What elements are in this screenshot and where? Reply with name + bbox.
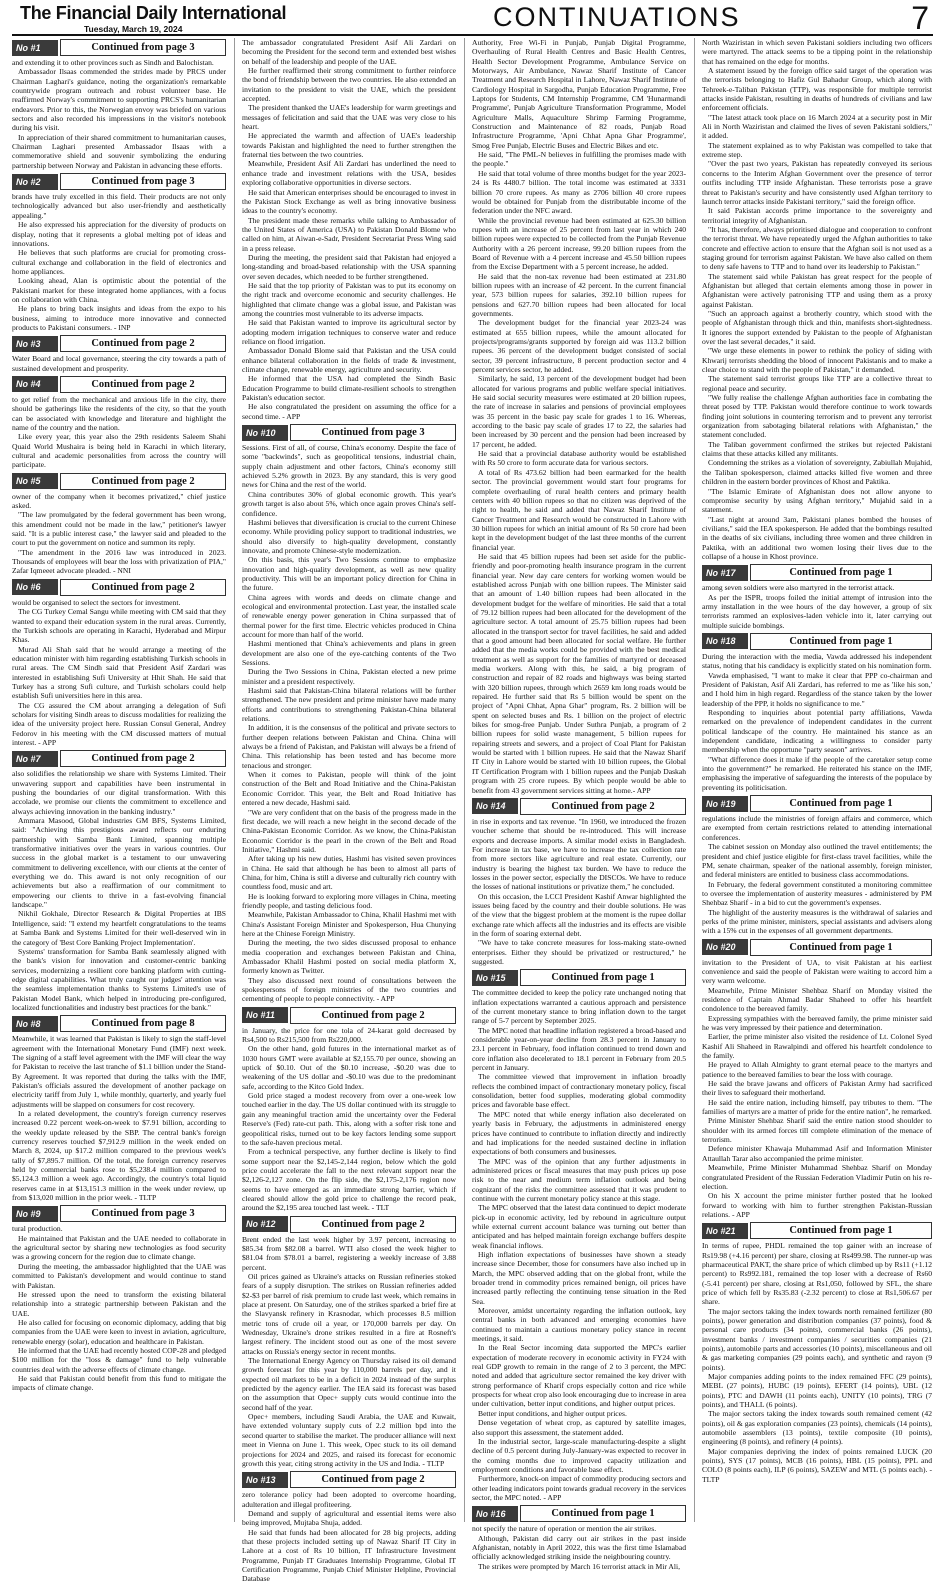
- story-paragraph: Furthermore, knock-on impact of commodity producing sectors and other leading indicators point towards gradual recovery in the services sector, the MPC noted. - APP: [472, 1474, 686, 1502]
- story: [12, 335, 226, 373]
- story-paragraph: He appreciated the warmth and affection of UAE's leadership towards Pakistan and highlighted the need to further strengthen the fraternal ties between the two countries.: [242, 131, 456, 160]
- story-paragraph: On the other hand, gold futures in the international market as of 1030 hours GMT were available at $2,155.70 per ounce, showing an uptick of $0.10. Out of the $0.10 increase, -$0.20 was due to weakening of the US dollar and -$0.10 was due to the predominant safe, according to the Kitco Gold Index.: [242, 1044, 456, 1091]
- continued-from-heading: Continued from page 1: [750, 633, 932, 650]
- story-paragraph: Authority, Free Wi-Fi in Punjab, Punjab Digital Programme, Overhauling of Rural Health Centres and Basic Health Centres, Health Sector Development Programme, Ambulance Service on Motorways, Air Ambulance, Nawaz Sharif Institute of Cancer Treatment and Research Hospital in Lahore, Nawaz Sharif Institute of Cardiology Hospital in Sargodha, Punjab Education Programme, Free Laptops for Students, CM Internship Programme, CM 'Hunarmandi Programme', Punjab Agriculture Transformation Programme, Model Agriculture Malls, Aquaculture Shrimp Farming Programme, Construction and Maintenance of 82 roads, Punjab Road Infrastructure Programme, 'Apni Chhat Apna Ghar Programme', Smog Free Punjab, Electric Buses and Electric Bikes and etc.: [472, 38, 686, 150]
- continued-from-heading: Continued from page 1: [750, 939, 932, 956]
- story-paragraph: The president thanked the UAE's leadership for warm greetings and messages of felicitation and said that the UAE was very close to his heart.: [242, 103, 456, 132]
- story-header: [242, 424, 456, 441]
- story-header: [242, 1216, 456, 1233]
- story: [12, 376, 226, 470]
- page-number: 7: [911, 0, 929, 36]
- column-4: [702, 38, 932, 1524]
- continued-from-heading: Continued from page 3: [290, 424, 456, 441]
- story: [242, 1471, 456, 1583]
- story-number-label: No #19: [702, 796, 748, 812]
- continued-from-heading: Continued from page 2: [290, 1471, 456, 1488]
- story-number-label: No #17: [702, 565, 748, 581]
- story-paragraph: On this basis, this year's Two Sessions continue to emphasize innovation and high-quality development, as well as new quality productivity. This will be an important policy direction for China in the future.: [242, 555, 456, 593]
- continued-from-heading: Continued from page 1: [750, 564, 932, 581]
- story-paragraph: The CG assured the CM about arranging a delegation of Sufi scholars for visiting Sindh areas to discuss modalities for realizing the idea of the university project here. Russian Consul General, Andrey Fedorov in his meeting with the CM discussed matters of mutual interest. - APP: [12, 700, 226, 747]
- story-paragraph: Meanwhile, Prime Minister Muhammad Shehbaz Sharif on Monday congratulated President of the Russian Federation Vladimir Putin on his re-election.: [702, 1163, 932, 1191]
- story-paragraph: Moreover, amidst uncertainty regarding the inflation outlook, key central banks in both advanced and emerging economies have continued to maintain a cautious monetary policy stance in recent meetings, it said.: [472, 1306, 686, 1344]
- issue-date: Tuesday, March 19, 2024: [84, 24, 183, 34]
- continued-from-heading: Continued from page 1: [750, 1222, 932, 1239]
- story-paragraph: not specify the nature of operation or mention the air strikes.: [472, 1524, 657, 1534]
- story-paragraph: invitation to the President of UA, to visit Pakistan at his earliest convenience and said the people of Pakistan were waiting to accord him a very warm welcome.: [702, 957, 932, 986]
- story-header: [12, 39, 226, 56]
- story-paragraph: In terms of rupee, PHDL remained the top gainer with an increase of Rs19.98 (+4.16 percent) per share, closing at Rs499.98. The runner-up was pharmaceutical PAKT, the share price of which climbed up by Rs11 (+1.12 percent) to Rs992.181, remained the top loser with a decrease of Rs60 (-5.41 percent) per share, closing at Rs1,050, followed by SFL, the share price of which fell by Rs35.83 (-2.32 percent) to close at Rs1,506.67 per share.: [702, 1241, 932, 1307]
- story-paragraph: in rise in exports and tax revenue. "In 1960, we introduced the frozen voucher scheme that should be re-introduced. This will increase exports and decrease imports. A similar model exists in Bangladesh. For increase in tax base, we have to increase the tax collection rate from more sectors like agriculture and real estate. Currently, our industry is bearing the highest tax burden. We have to reduce the losses in the power sector, especially the DISCOs. We have to reduce the losses of national institutions or privatize them," he concluded.: [472, 816, 686, 892]
- story-paragraph: He said that 45 billion rupees had been set aside for the public-friendly and poor-promoting health insurance program in the current financial year. New day care centers for working women would be established across Punjab with one billion rupees. The Minister said that an amount of 1.40 billion rupees had been allocated in the development budget for the welfare of minorities. He said that a total of 79.12 billion rupees had been allocated for the development of the agriculture sector. A total amount of 25.75 billion rupees had been allocated in the transport sector for travel facilities, he said and added that a good amount had been allocated for social welfare. He further added that the media works could be provided with the best medical treatment as well as support for the families of martyred or deceased media workers. Along with this, he said, a big program of construction and repair of 82 roads and highways was being started with 320 billion rupees, through which 2659 km long roads would be repaired. He further said that Rs 5 billion would be spent on the project of "Apni Chhat, Apna Ghar" program, Rs. 2 billion will be spent on selected buses and Rs. 1 billion on the project of electric bikes for smog-free Punjab. Under Suthra Punjab, a program of 2 billion rupees for solid waste management, 5 billion rupees for repairing streets and sewers, and a project of Coal Plant for Pakistan would be started with 1 billion rupees. He said that the Nawaz Sharif IT City in Lahore would be started with 10 billion rupees, the Global IT Certification Program with 1 billion rupees and the Punjab Daskah program with 25 crore rupees. By which people would be able to benefit from 43 government services sitting at home.- APP: [472, 551, 686, 795]
- story-paragraph: tural production.: [12, 1224, 63, 1234]
- continued-from-heading: Continued from page 2: [60, 335, 226, 352]
- story-number-label: No #21: [702, 1223, 748, 1239]
- story-paragraph: The MPC noted that while energy inflation also decelerated on yearly basis in February, the adjustments in administered energy prices have continued to contribute to inflation directly and indirectly and had implications for the needed sustained decline in inflation expectations of both consumers and businesses.: [472, 1109, 686, 1157]
- continued-from-heading: Continued from page 3: [60, 1205, 226, 1222]
- story: [12, 1015, 226, 1202]
- story-paragraph: "We urge these elements in power to rethink the policy of siding with Khwarij terrorists shedding the blood of innocent Pakistanis and to make a clear choice to stand with the people of Pakistan," it demanded.: [702, 346, 932, 375]
- story-paragraph: "We fully realise the challenge Afghan authorities face in combating the threat posed by TTP. Pakistan would therefore continue to work towards finding joint solutions in countering terrorism and to prevent any terrorist organization from sabotaging bilateral relations with Afghanistan," the statement concluded.: [702, 393, 932, 440]
- story-paragraph: "Over the past two years, Pakistan has repeatedly conveyed its serious concerns to the Interim Afghan Government over the presence of terror outfits including TTP inside Afghanistan. These terrorists pose a grave threat to Pakistan's security and have consistently used Afghan territory to launch terror attacks inside Pakistani territory," said the foreign office.: [702, 159, 932, 206]
- story: [472, 38, 686, 795]
- continued-from-heading: Continued from page 2: [290, 1216, 456, 1233]
- story-paragraph: and extending it to other provinces such as Sindh and Balochistan.: [12, 58, 214, 67]
- story-header: [702, 564, 932, 581]
- story-paragraph: "We have to take concrete measures for loss-making state-owned enterprises. Either they should be privatized or restructured," he suggested.: [472, 938, 686, 966]
- story-number-label: No #5: [12, 473, 58, 489]
- story-paragraph: also solidifies the relationship we share with Systems Limited. Their unwavering support and capabilities have been instrumental in pushing the boundaries of our digital transformation. With this accolade, we promise our clients the commitment to excellence and always achieving innovation in the banking industry.": [12, 769, 226, 816]
- story: [12, 173, 226, 332]
- story-paragraph: The major sectors taking the index towards north remained fertilizer (80 points), power generation and distribution companies (37 points), food & personal care products (34 points), commercial banks (26 points), investment banks / investment companies / securities companies (21 points), automobile parts and accessories (10 points), miscellaneous and oil & gas marketing companies (29 points each), and synthetic and rayon (9 points).: [702, 1306, 932, 1372]
- story-paragraph: Hashmi said that Pakistan-China bilateral relations will be further strengthened. The new president and prime minister have made many efforts and contributions to strengthening Pakistan-China bilateral relations.: [242, 686, 456, 724]
- story-number-label: No #8: [12, 1016, 58, 1032]
- story-paragraph: regulations include the ministries of foreign affairs and commerce, which are exempted from certain restrictions related to attending international conferences.: [702, 814, 932, 842]
- story-paragraph: "The latest attack took place on 16 March 2024 at a security post in Mir Ali in North Waziristan and claimed the lives of seven Pakistani soldiers," it added.: [702, 112, 932, 141]
- story-paragraph: Opec+ members, including Saudi Arabia, the UAE and Kuwait, have extended voluntary supply cuts of 2.2 million bpd into the second quarter to stabilise the market. The producer alliance will next meet in Vienna on June 1. This week, Opec stuck to its oil demand projections for 2024 and 2025, and raised its forecast for economic growth this year, citing strong activity in the US and India. - TLTP: [242, 1412, 456, 1468]
- story-header: [242, 1471, 456, 1488]
- story: [472, 1505, 686, 1571]
- continued-from-heading: Continued from page 1: [520, 969, 686, 986]
- story: [702, 564, 932, 630]
- story-paragraph: "It has, therefore, always prioritised dialogue and cooperation to confront the terrorist threat. We have repeatedly urged the Afghan authorities to take concrete and effective action to ensure that the Afghan soil is not used as a staging ground for terrorism against Pakistan. We have also called on them to deny safe havens to TTP and to hand over its leadership to Pakistan.": [702, 224, 932, 272]
- story-paragraph: The MPC noted that headline inflation registered a broad-based and considerable year-on-year decline from 28.3 percent in January to 23.1 percent in February, food inflation continued to trend down and core inflation also decelerated to 18.1 percent in February from 20.5 percent in January.: [472, 1025, 686, 1073]
- story-paragraph: Although, Pakistan did carry out air strikes in the past inside Afghanistan, notably in April 2022, this was the first time Islamabad officially acknowledged striking inside the neighbouring country.: [472, 1533, 686, 1562]
- story-paragraph: He maintained that Pakistan and the UAE needed to collaborate in the agricultural sector by sharing new technologies as food security was a growing concern for the region due to climate change.: [12, 1233, 226, 1262]
- story-paragraph: In the industrial sector, large-scale manufacturing-despite a slight decline of 0.5 percent during July-January-was expected to recover in the coming months due to improved capacity utilization and employment conditions and favorable base effect.: [472, 1436, 686, 1474]
- story-paragraph: He said, "The PML-N believes in fulfilling the promises made with the people.": [472, 150, 686, 169]
- story-paragraph: Similarly, he said, 13 percent of the development budget had been allocated for various programs and public welfare special initiatives. He said social security measures were estimated at 20 billion rupees, the rate of increase in salaries and pensions of provincial employees was 35 percent in the basic pay scale for grades 1 to 16. Whereas, according to the basic pay scale of grades 17 to 22, the salaries had been increased by 30 percent and the pension had been increased by 17 percent, he added.: [472, 374, 686, 449]
- story-paragraph: The MPC was of the opinion that any further adjustments in administered prices or fiscal measures that may push prices up pose risk to the near and medium term inflation outlook and being cognizant of the risks the committee assessed that it was prudent to continue with the current monetary policy stance at this stage.: [472, 1156, 686, 1203]
- story-paragraph: He said that funds had been allocated for 28 big projects, adding that these projects included setting up of Nawaz Sharif IT City in Lahore at a cost of Rs 10 billion, IT Infrastructure Investment Programme, Punjab IT Graduates Internship Programme, Global IT Certification Programme, Punjab Chief Minister Helpline, Provincial Database: [242, 1527, 456, 1584]
- story-paragraph: "The law promulgated by the federal government has been wrong, this amendment could not be made in the law," petitioner's lawyer said. "It is a public interest case," the lawyer said and pleaded to the court to put the government on notice and summon its reply.: [12, 510, 226, 548]
- story-paragraph: Dense vegetation of wheat crop, as captured by satellite images, also support this assessment, the statement added.: [472, 1418, 686, 1437]
- story-paragraph: It said Pakistan accords prime importance to the sovereignty and territorial integrity of Afghanistan.: [702, 206, 932, 225]
- story-paragraph: The president made these remarks while talking to Ambassador of the United States of America (USA) to Pakistan Donald Blome who called on him, at Aiwan-e-Sadr, President Secretariat Press Wing said in a press release.: [242, 215, 456, 253]
- story-paragraph: In appreciation of their shared commitment to humanitarian causes, Chairman Laghari presented Ambassador Ilsaas with a commemorative shield and souvenir symbolizing the enduring partnership between Norway and Pakistan in advancing these efforts.: [12, 132, 226, 170]
- story-paragraph: owner of the company when it becomes privatized," chief justice asked.: [12, 491, 226, 511]
- story-paragraph: The statement explained as to why Pakistan was compelled to take that extreme step.: [702, 140, 932, 160]
- story-number-label: No #2: [12, 174, 58, 190]
- story-paragraph: Meanwhile, President Asif Ali Zardari has underlined the need to enhance trade and investment relations with the USA, besides exploring collaborative opportunities in diverse sectors.: [242, 159, 456, 188]
- story-paragraph: The Taliban government confirmed the strikes but rejected Pakistani claims that these attacks killed any militants.: [702, 439, 932, 459]
- continued-from-heading: Continued from page 2: [290, 1007, 456, 1024]
- story-paragraph: He also called for focusing on economic diplomacy, adding that big companies from the UAE were keen to invest in aviation, agriculture, renewable energy (solar), education and healthcare in Pakistan.: [12, 1317, 226, 1346]
- story-paragraph: The highlight of the austerity measures is the withdrawal of salaries and perks of the prime minister, ministers, special assistants and advisers along with a 15% cut in the expenses of all government departments.: [702, 907, 932, 936]
- story-paragraph: Major companies depriving the index of points remained LUCK (20 points), SYS (17 points), MCB (16 points), HBL (15 points), PPL and COLO (8 points each), ILP (6 points), SAZEW and MTL (5 points each). - TLTP: [702, 1446, 932, 1484]
- story-number-label: No #6: [12, 579, 58, 595]
- story-paragraph: He said that total volume of three months budget for the year 2023-24 is Rs 4480.7 billion. The total income was estimated at 3331 billion 70 crore rupees. As many as 2706 billion 40 crore rupees would be obtained for Punjab from the distributable income of the federation under the NFC award.: [472, 168, 686, 216]
- column-divider: [234, 38, 235, 1522]
- story-paragraph: He said that the top priority of Pakistan was to put its economy on the right track and overcome economic and security challenges. He highlighted that climate change was a global issue, and Pakistan was among the countries most vulnerable to its adverse impacts.: [242, 280, 456, 318]
- story-paragraph: The ambassador congratulated President Asif Ali Zardari on becoming the President for the second term and extended best wishes on behalf of the leadership and people of the UAE.: [242, 38, 456, 66]
- story-paragraph: He said that Pakistan could benefit from this fund to mitigate the impacts of climate change.: [12, 1373, 226, 1393]
- story-paragraph: in January, the price for one tola of 24-karat gold decreased by Rs4,500 to Rs215,500 from Rs220,000.: [242, 1025, 456, 1045]
- story-paragraph: He said the entire nation, including himself, pay tributes to them. "The families of martyrs are a matter of pride for the entire nation", he remarked.: [702, 1097, 932, 1117]
- story-paragraph: The major sectors taking the index towards south remained cement (42 points), oil & gas exploration companies (23 points), chemicals (14 points), automobile assemblers (13 points), textile composite (10 points), engineering (8 points), and refinery (4 points).: [702, 1409, 932, 1447]
- story-paragraph: Condemning the strikes as a violation of sovereignty, Zabiullah Mujahid, the Taliban spokesperson, claimed attacks killed five women and three children in the eastern border provinces of Khost and Paktika.: [702, 458, 932, 487]
- story-paragraph: Ambassador Donald Blome said that Pakistan and the USA could enhance bilateral collaboration in the fields of trade & investment, climate change, renewable energy, agriculture and security.: [242, 346, 456, 375]
- story-paragraph: Hashmi believes that diversification is crucial to the current Chinese economy. While providing policy support to traditional industries, we should also diversify to high-quality development, constantly innovate, and promote Chinese-style modernization.: [242, 517, 456, 555]
- story-paragraph: The International Energy Agency on Thursday raised its oil demand growth forecast for this year by 110,000 barrels per day, and it expected oil markets to be in a deficit in 2024 instead of the surplus predicted by the agency earlier. The IEA said its forecast was based on the assumption that Opec+ supply cuts would continue into the second half of the year.: [242, 1356, 456, 1412]
- story-paragraph: He said that the non-tax revenue had been estimated at 231.80 billion rupees with an increase of 42 percent. In the current financial year, 573 billion rupees for salaries, 392.10 billion rupees for pensions and 627.70 billion rupees had been allocated for local governments.: [472, 271, 686, 318]
- story-paragraph: "The amendment in the 2016 law was introduced in 2023. Thousands of employees will bear the loss with privatization of PIA," Zafar Iqmeeet advocate pleaded. - NNI: [12, 547, 226, 576]
- continued-from-heading: Continued from page 2: [60, 579, 226, 596]
- story: [702, 633, 932, 792]
- column-divider: [464, 38, 465, 1522]
- column-divider: [694, 38, 695, 1522]
- story-paragraph: Responding to inquiries about potential party affiliations, Vawda remarked on the prevalence of independent candidates in the current political landscape of the country. He maintained his stance as an independent candidate, indicating a willingness to consider party membership when the opportune "party season" arrives.: [702, 708, 932, 755]
- story-number-label: No #20: [702, 939, 748, 955]
- story-paragraph: On this occasion, the LCCI President Kashif Anwar highlighted the issues being faced by the country and their double solutions. He was of the view that the biggest problem at the moment is the rupee dollar exchange rate which affects all the industries and its effects are visible in the form of soaring external debt.: [472, 891, 686, 938]
- story-header: [472, 798, 686, 815]
- story-paragraph: From a technical perspective, any further decline is likely to find some support near the $2,145-2,144 region, below which the gold price could accelerate the fall to the next relevant support near the $2,126-2,127 zone. On the flip side, the $2,175-2,176 region now seems to have emerged as an immediate strong barrier, which if cleared should allow the gold price to challenge the record peak, around the $2,195 area touched last week. - TLT: [242, 1147, 456, 1213]
- story-paragraph: Expressing sympathies with the bereaved family, the prime minister said he was very impressed by their patience and determination.: [702, 1013, 932, 1032]
- story-number-label: No #7: [12, 751, 58, 767]
- story: [12, 39, 226, 170]
- story-paragraph: He informed that the USA had completed the Sindh Basic Education Programme to build climate-resilient schools to strengthen Pakistan's education sector.: [242, 374, 456, 403]
- story-paragraph: During the Two Sessions in China, Pakistan elected a new prime minister and a president respectively.: [242, 667, 456, 686]
- story-paragraph: They also discussed next round of consultations between the spokespersons of foreign ministries of the two countries and cementing of people to people connectivity. - APP: [242, 975, 456, 1004]
- story-header: [472, 1505, 686, 1522]
- story-paragraph: He said that American enterprises should be encouraged to invest in the Pakistan Stock Exchange as well as bring innovative business ideas to the country's economy.: [242, 187, 456, 216]
- story: [242, 1216, 456, 1469]
- story-paragraph: "We are very confident that on the basis of the progress made in the first decade, we will reach a new height in the second decade of the China-Pakistan Economic Corridor. As we know, the China-Pakistan Economic Corridor is the pearl in the crown of the Belt and Road Initiative," Hashmi said.: [242, 807, 456, 854]
- story-paragraph: When it comes to Pakistan, people will think of the joint construction of the Belt and Road Initiative and the China-Pakistan Economic Corridor. This year, the Belt and Road Initiative has entered a new decade, Hashmi said.: [242, 770, 456, 808]
- story-paragraph: Oil prices gained as Ukraine's attacks on Russian refineries stoked fears of a supply disruption. The strikes on Russian refineries added $2-$3 per barrel of risk premium to crude last week, which remains in place at present. On Saturday, one of the strikes sparked a brief fire at the Slavyansk refinery in Krasnodar, which processes 8.5 million metric tons of crude oil a year, or 170,000 barrels per day. On Wednesday, Ukraine's drone strikes resulted in a fire at Rosneft's largest refinery. The incident stood out as one of the most severe attacks on Russia's energy sector in recent months.: [242, 1271, 456, 1356]
- column-1: [12, 38, 226, 1524]
- story-paragraph: Meanwhile, it was learned that Pakistan is likely to sign the staff-level agreement with the International Monetary Fund (IMF) next week. The signing of a staff level agreement with the IMF will clear the way for Pakistan to receive the last tranche of $1.1 billion under the Stand-By Agreement. It was reported that during the talks with the IMF, Pakistan's officials assured the development of another package on electricity tariff from July 1, while monthly, quarterly, and yearly fuel adjustments will be slapped on consumers for cost recovery.: [12, 1034, 226, 1109]
- story-header: [242, 1007, 456, 1024]
- story: [472, 969, 686, 1502]
- newspaper-name: The Financial Daily International: [20, 3, 287, 23]
- story-paragraph: He informed that the UAE had recently hosted COP-28 and pledged $100 million for the "loss & damage" fund to help vulnerable countries deal with the adverse effects of climate change.: [12, 1345, 226, 1374]
- story-header: [702, 633, 932, 650]
- story-header: [702, 1222, 932, 1239]
- story-paragraph: He said the brave jawans and officers of Pakistan Army had sacrificed their lives to safeguard their motherland.: [702, 1079, 932, 1098]
- story-paragraph: Defence minister Khawaja Muhammad Asif and Information Minister Attaullah Tarar also accompanied the prime minister.: [702, 1144, 932, 1163]
- story: [472, 798, 686, 967]
- story-paragraph: He is looking forward to exploring more villages in China, meeting friendly people, and tasting delicious food.: [242, 891, 456, 910]
- story-paragraph: The committee viewed that improvement in inflation broadly reflects the combined impact of contractionary monetary policy, fiscal consolidation, better food supplies, moderating global commodity prices and favorable base effect.: [472, 1072, 686, 1110]
- story-paragraph: The strikes were prompted by March 16 terrorist attack in Mir Ali,: [478, 1561, 681, 1571]
- story-paragraph: He also congratulated the president on assuming the office for a second time. - APP: [242, 402, 456, 421]
- continued-from-heading: Continued from page 8: [60, 1015, 226, 1032]
- story-paragraph: Vawda emphasised, "I want to make it clear that PPP co-chairman and President of Pakistan, Asif Ali Zardari, has referred to me as 'like his son,' and I hold him in high regard. Regardless of the stance taken by the lower leadership of the PPP, it holds no significance to me.": [702, 670, 932, 708]
- masthead: [0, 0, 945, 34]
- story-paragraph: Like every year, this year also the 29th residents Saleem Shahi Quaid World Mushaira is being held in Karachi in which literary, cultural and academic personalities from across the country will participate.: [12, 432, 226, 470]
- story-paragraph: He prayed to Allah Almighty to grant eternal peace to the martyrs and patience to the bereaved families to bear the loss with courage.: [702, 1060, 932, 1079]
- story-paragraph: The CG Turkey Cemal Sangu while meeting with CM said that they wanted to expand their education system in the rural areas. Currently, the Turkish schools are operating in Karachi, Hyderabad and Mirpur Khas.: [12, 607, 226, 645]
- story-paragraph: Hashmi mentioned that China's achievements and plans in green development are also one of the eye-catching contents of the Two Sessions.: [242, 639, 456, 667]
- story-header: [12, 376, 226, 393]
- story-paragraph: In February, the federal government constituted a monitoring committee to oversee the implementation of austerity measures - administered by PM Shehbaz Sharif - in a bid to cut the government's expenses.: [702, 879, 932, 908]
- story-paragraph: to get relief from the mechanical and anxious life in the city, there should be gatherings like the residents of the city, so that the youth can be associated with knowledge and literature and highlight the name of the country and the nation.: [12, 394, 226, 432]
- story-paragraph: Murad Ali Shah said that he would arrange a meeting of the education minister with him regarding establishing Turkish schools in rural areas. The CM Sindh said that President Asif Zardari was interested in establishing Sufi University at Hhit Shah. He said that Turkey has a strong Sufi culture, and Turkish scholars could help establish Sufi universities here in this area.: [12, 644, 226, 701]
- story-paragraph: Ammara Masood, Global industries GM BFS, Systems Limited, said: "Achieving this prestigious award reflects our enduring partnership with Samba Bank Limited, spanning multiple transformative initiatives over the years in various countries. Our success in the global market is a testament to our unwavering commitment to delivering excellence, with our clients at the center of everything we do. This award is not only recognition of our achievements but also a reaffirmation of our commitment to empowering our clients to thrive in a fast-evolving financial landscape.": [12, 816, 226, 910]
- story: [242, 1007, 456, 1213]
- story-paragraph: Brent ended the last week higher by 3.97 percent, increasing to $85.34 from $82.08 a barrel. WTI also closed the week higher to $81.04 from $78.01 a barrel, registering a weekly increase of 3.88 percent.: [242, 1234, 456, 1272]
- story: [702, 939, 932, 1220]
- story-paragraph: among seven soldiers were also martyred in the terrorist attack.: [702, 583, 895, 593]
- story-number-label: No #13: [242, 1472, 288, 1488]
- story-header: [472, 969, 686, 986]
- story-number-label: No #10: [242, 425, 288, 441]
- story-number-label: No #18: [702, 633, 748, 649]
- story-paragraph: After taking up his new duties, Hashmi has visited seven provinces in China. He said that although he has been to almost all parts of China, for him, China is still a diverse and culturally rich country with countless food, music and art.: [242, 854, 456, 892]
- story-paragraph: A total of Rs 473.62 billion had been earmarked for the health sector. The provincial government would start four programs for complete overhauling of rural health centers and primary health centers with 40 billion rupees so that no citizen was deprived of the right to health, he said and added that Nawaz Sharif Institute of Cancer Treatment and Research would be constructed in Lahore with 30 billion rupees for which an initial amount of Rs 50 crore had been kept in the development budget of the last three months of the current financial year.: [472, 467, 686, 552]
- story-paragraph: "Last night at around 3am, Pakistani planes bombed the houses of civilians," said the IEA spokesperson. He added that the bombings resulted in the deaths of six civilians, including three women and three children in Paktika, with an additional two women losing their lives due to the collapse of a house in Khost province.: [702, 514, 932, 561]
- story-paragraph: "Such an approach against a brotherly country, which stood with the people of Afghanistan through thick and thin, manifests short-sightedness. It ignores the support extended by Pakistan to the people of Afghanistan over the last several decades," it said.: [702, 308, 932, 346]
- story-paragraph: The committee decided to keep the policy rate unchanged noting that inflation expectations warranted a cautious approach and persistence of the current monetary stance to bring inflation down to the target range of 5-7 percent by September 2025.: [472, 988, 686, 1026]
- continued-from-heading: Continued from page 2: [60, 473, 226, 490]
- story-number-label: No #16: [472, 1506, 518, 1522]
- masthead-rule: [12, 34, 933, 36]
- story-paragraph: Meanwhile, Prime Minister Shehbaz Sharif on Monday visited the residence of Captain Ahmad Badar Shaheed to offer his heartfelt condolence to the bereaved family.: [702, 985, 932, 1014]
- continued-from-heading: Continued from page 2: [60, 750, 226, 767]
- story-paragraph: In addition, it is the consensus of the political and private sectors to further deepen relations between Pakistan and China. China will always be a friend of Pakistan, and Pakistan will always be a friend of China. This relationship has been tested and has become more tenacious and stronger.: [242, 723, 456, 770]
- story: [12, 750, 226, 1012]
- story-paragraph: During the meeting, the two sides discussed proposal to enhance media cooperation and exchanges between Pakistan and China, Ambassador Khalil Hashmi posted on social media platform X, formerly known as Twitter.: [242, 938, 456, 976]
- story-paragraph: During the meeting, the president said that Pakistan had enjoyed a long-standing and broad-based relationship with the USA spanning over seven decades, which needed to be further strengthened.: [242, 252, 456, 281]
- story-paragraph: would be organised to select the sectors for investment.: [12, 597, 181, 607]
- story-paragraph: Nikhil Gokhale, Director Research & Digital Properties at IBS Intelligence, said: "I extend my heartfelt congratulations to the teams at Samba Bank and Systems Limited for their well-deserved win in the category of 'Best Core Banking Project Implementation'.: [12, 909, 226, 947]
- continued-from-heading: Continued from page 2: [520, 798, 686, 815]
- story-paragraph: brands have truly excelled in this field. Their products are not only technologically advanced but also user-friendly and aesthetically appealing.": [12, 192, 226, 220]
- story: [242, 38, 456, 421]
- story-paragraph: The development budget for the financial year 2023-24 was estimated at 655 billion rupees, while the amount allocated for projects/programs/grants supported by foreign aid was 113.2 billion rupees. 36 percent of the development budget consisted of social sector, 39 percent infrastructure, 8 percent production sector and 4 percent services sector, he added.: [472, 318, 686, 375]
- story: [242, 424, 456, 1004]
- story-number-label: No #1: [12, 40, 58, 56]
- story-paragraph: The MPC observed that the latest data continued to depict moderate pick-up in economic activity, led by rebound in agriculture output while external current account balance was turning out better than anticipated and has helped maintain foreign exchange buffers despite weak financial inflows.: [472, 1203, 686, 1250]
- story-paragraph: Systems' transformation for Samba Bank seamlessly aligned with the bank's vision for innovation and customer-centric banking services, modernizing a resilient core banking platform with cutting-edge digital capabilities. What truly caught our judges' attention was the seamless implementation thanks to Systems Limited's use of Pakistan Model Bank, which helped in introducing pre-configured, localized functionalities and industry best practices for the bank.": [12, 946, 226, 1012]
- story-paragraph: Earlier, the prime minister also visited the residence of Lt. Colonel Syed Kashif Ali Shaheed in Rawalpindi and offered his heartfelt condolence to the family.: [702, 1032, 932, 1061]
- story-number-label: No #15: [472, 970, 518, 986]
- story-paragraph: Meanwhile, Pakistan Ambassador to China, Khalil Hashmi met with China's Assistant Foreign Minister and Spokesperson, Hua Chunying here at the Chinese Foreign Ministry.: [242, 910, 456, 938]
- story-paragraph: He said that Pakistan wanted to improve its agricultural sector by adopting modern irrigation techniques to conserve water and reduce reliance on flood irrigation.: [242, 318, 456, 346]
- story-paragraph: In a related development, the country's foreign currency reserves increased 0.22 percent week-on-week to $7.91 billion, according to the weekly update released by the SBP. The central bank's foreign currency reserves touched $7,912.9 million in the week ended on March 8, 2024, up $17.2 million compared to the previous week's tally of $7,895.7 million. Of the total, the foreign currency reserves held by commercial banks rose to $5,238.4 million compared to $5,124.3 million a week ago. Accordingly, the country's total liquid reserves came in at $13,151.3 million in the week under review, up from $13,020 million in the prior week. - TLTP: [12, 1109, 226, 1203]
- story-paragraph: He believes that such platforms are crucial for promoting cross-cultural exchange and collaboration in the field of electronics and home appliances.: [12, 248, 226, 276]
- story-paragraph: A statement issued by the foreign office said target of the operation was the terrorists belonging to Hafiz Gul Bahadur Group, which along with Tehreek-e-Taliban Pakistan (TTP), was responsible for multiple terrorist attacks inside Pakistan, resulting in deaths of hundreds of civilians and law enforcement officials.: [702, 66, 932, 113]
- story-paragraph: He also expressed his appreciation for the diversity of products on display, noting that it represents a global melting pot of ideas and innovations.: [12, 220, 226, 248]
- story-header: [12, 473, 226, 490]
- story-paragraph: The cabinet session on Monday also outlined the travel entitlements; the president and chief justice eligible for first-class travel facilities, while the PM, senate chairman, speaker of the national assembly, foreign minister, and federal ministers are entitled to business class accommodations.: [702, 842, 932, 880]
- continued-from-heading: Continued from page 1: [750, 795, 932, 812]
- story-paragraph: As per the ISPR, troops foiled the initial attempt of intrusion into the army installation in the wee hours of the day however, a group of six terrorists rammed an explosives-laden vehicle into it, later carrying out multiple suicide bombings.: [702, 592, 932, 630]
- story-header: [12, 1205, 226, 1222]
- story-header: [12, 335, 226, 352]
- story-paragraph: During the interaction with the media, Vawda addressed his independent status, noting that his candidacy is explicitly stated on his nomination form.: [702, 651, 932, 671]
- story-paragraph: Sessions. First of all, of course, China's economy. Despite the face of some "backwinds", such as geopolitical tensions, industrial chain, supply chain adjustment and other factors, China's economy still achieved 5.2% growth in 2023. By any standard, this is very good news for China and the rest of the world.: [242, 443, 456, 490]
- story-paragraph: Demand and supply of agricultural and essential items were also being improved, Mujtaba Shuja, added.: [242, 1508, 456, 1528]
- story-header: [12, 173, 226, 190]
- story-paragraph: During the meeting, the ambassador highlighted that the UAE was committed to Pakistan's development and would continue to stand with Pakistan.: [12, 1261, 226, 1290]
- story-paragraph: China contributes 30% of global economic growth. This year's growth target is also about 5%, which once again proves China's self-confidence.: [242, 489, 456, 518]
- story-paragraph: He further reaffirmed their strong commitment to further reinforce the bond of friendship between the two countries. He also extended an invitation to the president to visit the UAE, which the president accepted.: [242, 66, 456, 104]
- story: [702, 795, 932, 935]
- story-paragraph: While the provincial revenue had been estimated at 625.30 billion rupees with an increase of 25 percent from last year in which 240 billion rupees were expected to be collected from the Punjab Revenue Authority with a 26 percent increase, 99.20 billion rupees from the Board of Revenue with a 4 percent increase and 45.50 billion rupees from the Excise Department with a 5 percent increase, he added.: [472, 215, 686, 272]
- column-3: [472, 38, 686, 1571]
- continued-from-heading: Continued from page 1: [520, 1505, 686, 1522]
- story-paragraph: He plans to bring back insights and ideas from the expo to his business, aiming to introduce more innovative and connected products to Pakistani consumers. - INP: [12, 304, 226, 332]
- story-paragraph: "The Islamic Emirate of Afghanistan does not allow anyone to compromise security by using Afghan territory," Mujahid said in a statement.: [702, 486, 932, 515]
- story: [702, 1222, 932, 1484]
- story: [12, 579, 226, 748]
- continued-from-heading: Continued from page 2: [60, 376, 226, 393]
- story-paragraph: The statement said terrorist groups like TTP are a collective threat to regional peace and security.: [702, 374, 932, 393]
- story-paragraph: North Waziristan in which seven Pakistani soldiers including two officers were martyred. The attack seems to be a tipping point in the relationship that has remained on the edge for months.: [702, 38, 932, 66]
- story-paragraph: The statement said while Pakistan has great respect for the people of Afghanistan but alleged that certain elements among those in power in Afghanistan were actively patronising TTP and using them as a proxy against Pakistan.: [702, 271, 932, 309]
- story-paragraph: Gold price staged a modest recovery from over a one-week low touched earlier in the day. The US dollar continued with its struggle to gain any meaningful traction amid the uncertainty over the Federal Reserve's (Fed) rate-cut path. This, along with a softer risk tone and geopolitical risks, turned out to be key factors lending some support to the safe-haven precious metal.: [242, 1091, 456, 1147]
- story-number-label: No #9: [12, 1206, 58, 1222]
- story-paragraph: "What difference does it make if the people of the caretaker setup come into the government?" he remarked. He reiterated his stance on the IMF, emphasising the imperative of safeguarding the interests of the populace by preventing its politicisation.: [702, 754, 932, 792]
- column-2: [242, 38, 456, 1584]
- story-paragraph: Looking ahead, Alan is optimistic about the potential of the Pakistani market for these integrated home appliances, with a focus on collaboration with China.: [12, 276, 226, 304]
- story-number-label: No #4: [12, 376, 58, 392]
- story-header: [702, 939, 932, 956]
- story-paragraph: Better input conditions, and higher output prices.: [478, 1408, 627, 1418]
- story-number-label: No #3: [12, 336, 58, 352]
- section-title: CONTINUATIONS: [493, 2, 741, 32]
- story: [702, 38, 932, 561]
- story-paragraph: High inflation expectations of businesses have shown a steady increase since December, those for consumers have also inched up in March, the MPC observed adding that on the global front, while the broader trend in commodity prices remained benign, oil prices have increased partly reflecting the continuing tense situation in the Red Sea.: [472, 1249, 686, 1306]
- continued-from-heading: Continued from page 3: [60, 39, 226, 56]
- story-paragraph: On his X account the prime minister further posted that he looked forward to working with him to further strengthen Pakistan-Russian relations. - APP: [702, 1191, 932, 1219]
- story-paragraph: Ambassador Ilsaas commended the strides made by PRCS under Chairman Laghari's guidance, noting the organization's remarkable countrywide program outreach and robust volunteer base. He reaffirmed Norway's commitment to supporting PRCS's humanitarian endeavors. Prior to this, the Norwegian envoy was briefed on various sectors and also recorded his impressions in the visitor's notebook during his visit.: [12, 67, 226, 133]
- story: [12, 473, 226, 576]
- continued-from-heading: Continued from page 3: [60, 173, 226, 190]
- story-paragraph: In the Real Sector incoming data supported the MPC's earlier expectation of moderate recovery in economic activity in FY24 with real GDP growth to remain in the range of 2 to 3 percent, the MPC noted and added that agriculture sector remained the key driver with strong performance of Kharif crops especially cotton and rice while prospects for wheat crop also look encouraging due to increase in area under cultivation, better input conditions, and higher output prices.: [472, 1343, 686, 1409]
- story-number-label: No #11: [242, 1007, 288, 1023]
- story: [12, 1205, 226, 1392]
- story-paragraph: Water Board and local governance, steering the city towards a path of sustained development and prosperity.: [12, 354, 226, 373]
- story-paragraph: Major companies adding points to the index remained FFC (29 points), MEBL (27 points), HUBC (19 points), EFERT (14 points), UBL (12 points), PTC and DAWH (11 points each), UNITY (10 points), TRG (7 points), and THALL (6 points).: [702, 1372, 932, 1410]
- story-paragraph: China agrees with words and deeds on climate change and ecological and environmental protection. Last year, the installed scale of renewable energy power generation in China surpassed that of thermal power for the first time. Electric vehicles produced in China account for more than half of the world.: [242, 592, 456, 639]
- story-paragraph: zero tolerance policy had been adopted to overcome hoarding, adulteration and illegal profiteering.: [242, 1490, 456, 1509]
- story-header: [702, 795, 932, 812]
- story-paragraph: He stressed upon the need to transform the existing bilateral relationship into a strategic partnership between Pakistan and the UAE.: [12, 1289, 226, 1318]
- story-paragraph: He said that a provincial database authority would be established with Rs 50 crore to form accurate data for various sectors.: [472, 449, 686, 468]
- story-header: [12, 750, 226, 767]
- story-number-label: No #12: [242, 1216, 288, 1232]
- story-paragraph: Prime Minister Shehbaz Sharif said the entire nation stood shoulder to shoulder with its armed forces till complete elimination of the menace of terrorism.: [702, 1116, 932, 1145]
- story-header: [12, 1015, 226, 1032]
- story-header: [12, 579, 226, 596]
- story-number-label: No #14: [472, 798, 518, 814]
